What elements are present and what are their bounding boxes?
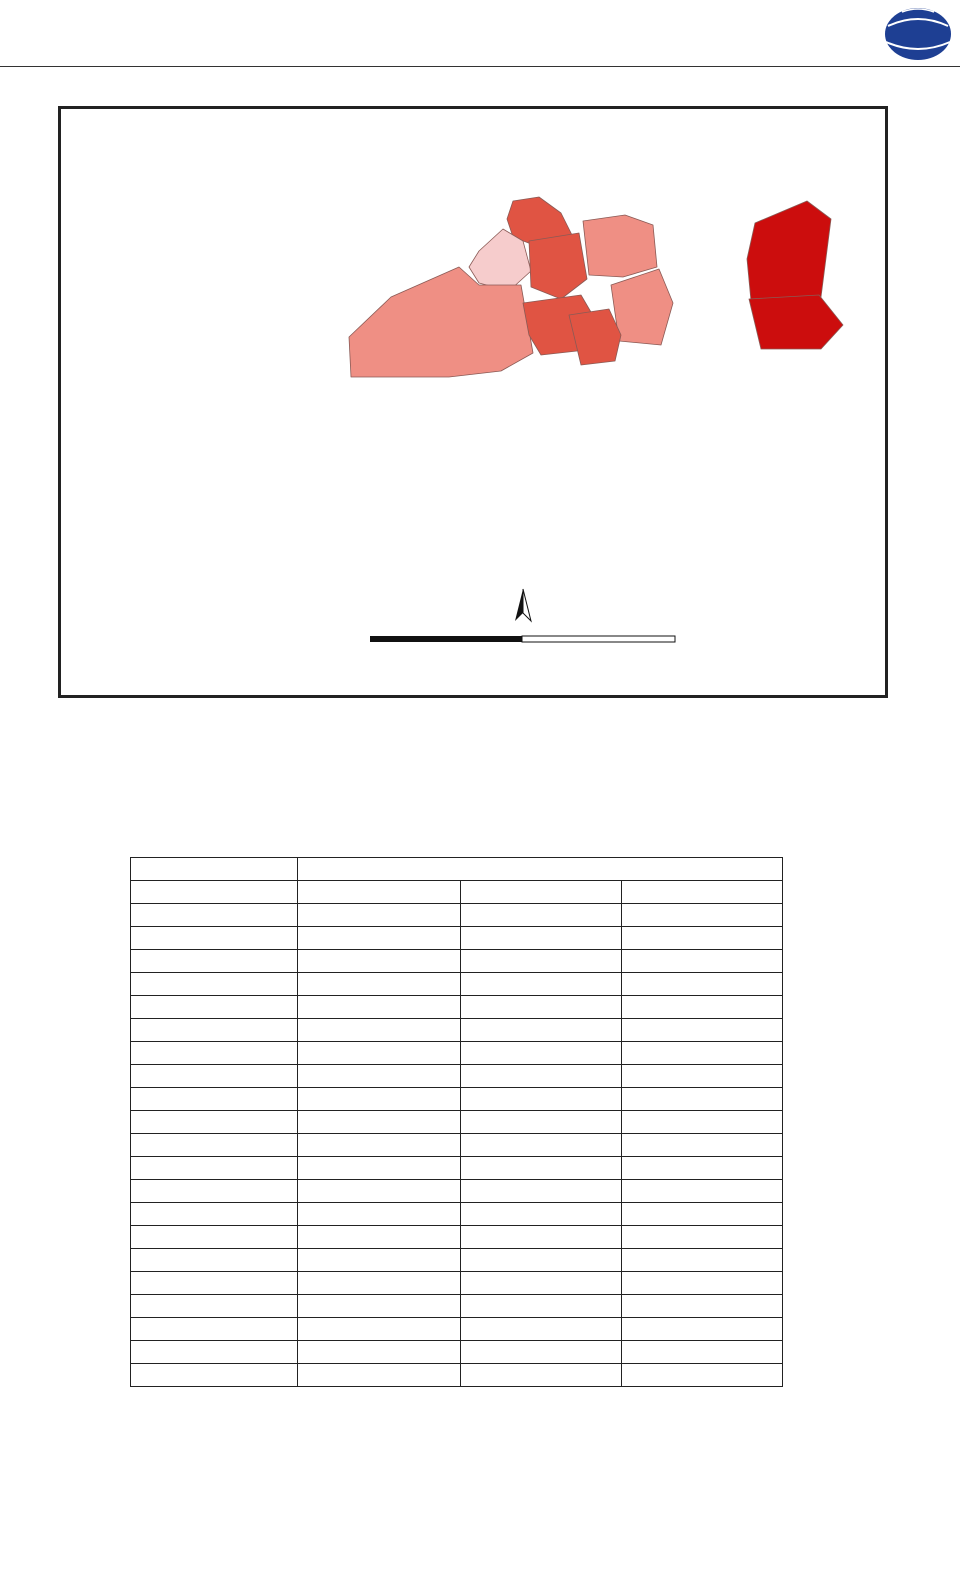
cell-value: [461, 1157, 622, 1180]
cell-value: [622, 1341, 783, 1364]
cell-value: [461, 904, 622, 927]
cell-value: [622, 1019, 783, 1042]
cell-value: [298, 1157, 461, 1180]
cell-value: [461, 1180, 622, 1203]
cell-value: [461, 1364, 622, 1387]
cell-value: [461, 1203, 622, 1226]
north-arrow: [515, 589, 531, 621]
map-region: [747, 201, 831, 301]
cell-neighborhood: [131, 1341, 298, 1364]
header-blank: [131, 881, 298, 904]
cell-neighborhood: [131, 1088, 298, 1111]
table-header-row: [131, 858, 783, 881]
cell-value: [461, 927, 622, 950]
cell-value: [622, 1042, 783, 1065]
cell-neighborhood: [131, 1042, 298, 1065]
cell-value: [298, 1318, 461, 1341]
table-row: [131, 1341, 783, 1364]
table-row: [131, 1249, 783, 1272]
cell-neighborhood: [131, 1318, 298, 1341]
cell-value: [622, 996, 783, 1019]
cell-neighborhood: [131, 1226, 298, 1249]
cell-value: [461, 1111, 622, 1134]
header-rule: [0, 66, 960, 67]
cell-value: [461, 1088, 622, 1111]
cell-value: [298, 1226, 461, 1249]
table-row: [131, 1318, 783, 1341]
cell-value: [298, 973, 461, 996]
subheader-toplam: [622, 881, 783, 904]
cell-value: [298, 904, 461, 927]
cell-value: [461, 1065, 622, 1088]
table-subheader-row: [131, 881, 783, 904]
table-row: [131, 996, 783, 1019]
map-region: [569, 309, 621, 365]
header-period: [298, 858, 783, 881]
cell-neighborhood: [131, 1019, 298, 1042]
cell-value: [622, 973, 783, 996]
table-row: [131, 1364, 783, 1387]
cell-value: [622, 1088, 783, 1111]
cell-neighborhood: [131, 1180, 298, 1203]
cell-value: [461, 950, 622, 973]
table-row: [131, 1203, 783, 1226]
cell-neighborhood: [131, 1364, 298, 1387]
cell-value: [298, 1203, 461, 1226]
map-region: [749, 295, 843, 349]
scale-bar: [370, 636, 675, 642]
cell-value: [298, 1042, 461, 1065]
cell-neighborhood: [131, 973, 298, 996]
table-row: [131, 1272, 783, 1295]
table-row: [131, 1088, 783, 1111]
map-region: [529, 233, 587, 299]
cell-value: [298, 1088, 461, 1111]
cell-value: [298, 1111, 461, 1134]
cell-value: [298, 1134, 461, 1157]
cell-value: [461, 1226, 622, 1249]
cell-value: [622, 1203, 783, 1226]
cell-neighborhood: [131, 1065, 298, 1088]
cell-neighborhood: [131, 1295, 298, 1318]
cell-value: [461, 1019, 622, 1042]
cell-value: [622, 904, 783, 927]
house-count-table: [130, 857, 783, 1387]
cell-value: [461, 973, 622, 996]
cell-value: [622, 1318, 783, 1341]
theft-map-figure: [58, 106, 888, 698]
subheader-kooperatif: [461, 881, 622, 904]
cell-neighborhood: [131, 1157, 298, 1180]
cell-value: [298, 1341, 461, 1364]
nwsa-logo: [882, 6, 954, 62]
table-row: [131, 1295, 783, 1318]
table-row: [131, 904, 783, 927]
cell-neighborhood: [131, 927, 298, 950]
table-row: [131, 1226, 783, 1249]
subheader-ozel: [298, 881, 461, 904]
cell-value: [622, 1364, 783, 1387]
table-row: [131, 1042, 783, 1065]
table-row: [131, 1157, 783, 1180]
cell-value: [622, 1180, 783, 1203]
cell-value: [622, 1295, 783, 1318]
cell-neighborhood: [131, 996, 298, 1019]
cell-neighborhood: [131, 904, 298, 927]
cell-value: [622, 1249, 783, 1272]
cell-value: [461, 1341, 622, 1364]
cell-neighborhood: [131, 1249, 298, 1272]
map-region: [583, 215, 657, 277]
table-row: [131, 927, 783, 950]
cell-neighborhood: [131, 1272, 298, 1295]
cell-value: [461, 996, 622, 1019]
cell-neighborhood: [131, 1134, 298, 1157]
cell-value: [298, 1065, 461, 1088]
cell-value: [622, 927, 783, 950]
cell-neighborhood: [131, 950, 298, 973]
cell-value: [461, 1249, 622, 1272]
cell-value: [622, 1065, 783, 1088]
cell-value: [461, 1318, 622, 1341]
cell-value: [461, 1042, 622, 1065]
table-row: [131, 1065, 783, 1088]
cell-value: [298, 927, 461, 950]
table-row: [131, 973, 783, 996]
cell-value: [298, 1295, 461, 1318]
cell-neighborhood: [131, 1203, 298, 1226]
cell-value: [622, 1272, 783, 1295]
choropleth-map: [61, 109, 885, 695]
cell-value: [298, 1364, 461, 1387]
table-row: [131, 950, 783, 973]
cell-value: [461, 1134, 622, 1157]
cell-value: [622, 1111, 783, 1134]
cell-value: [622, 1157, 783, 1180]
cell-value: [298, 996, 461, 1019]
cell-value: [298, 1249, 461, 1272]
cell-value: [298, 1019, 461, 1042]
table-row: [131, 1019, 783, 1042]
cell-value: [298, 950, 461, 973]
cell-value: [622, 1226, 783, 1249]
cell-value: [622, 1134, 783, 1157]
cell-value: [461, 1272, 622, 1295]
table-row: [131, 1134, 783, 1157]
cell-value: [622, 950, 783, 973]
cell-value: [461, 1295, 622, 1318]
table-row: [131, 1180, 783, 1203]
cell-neighborhood: [131, 1111, 298, 1134]
cell-value: [298, 1272, 461, 1295]
header-mahalleler: [131, 858, 298, 881]
table-row: [131, 1111, 783, 1134]
cell-value: [298, 1180, 461, 1203]
